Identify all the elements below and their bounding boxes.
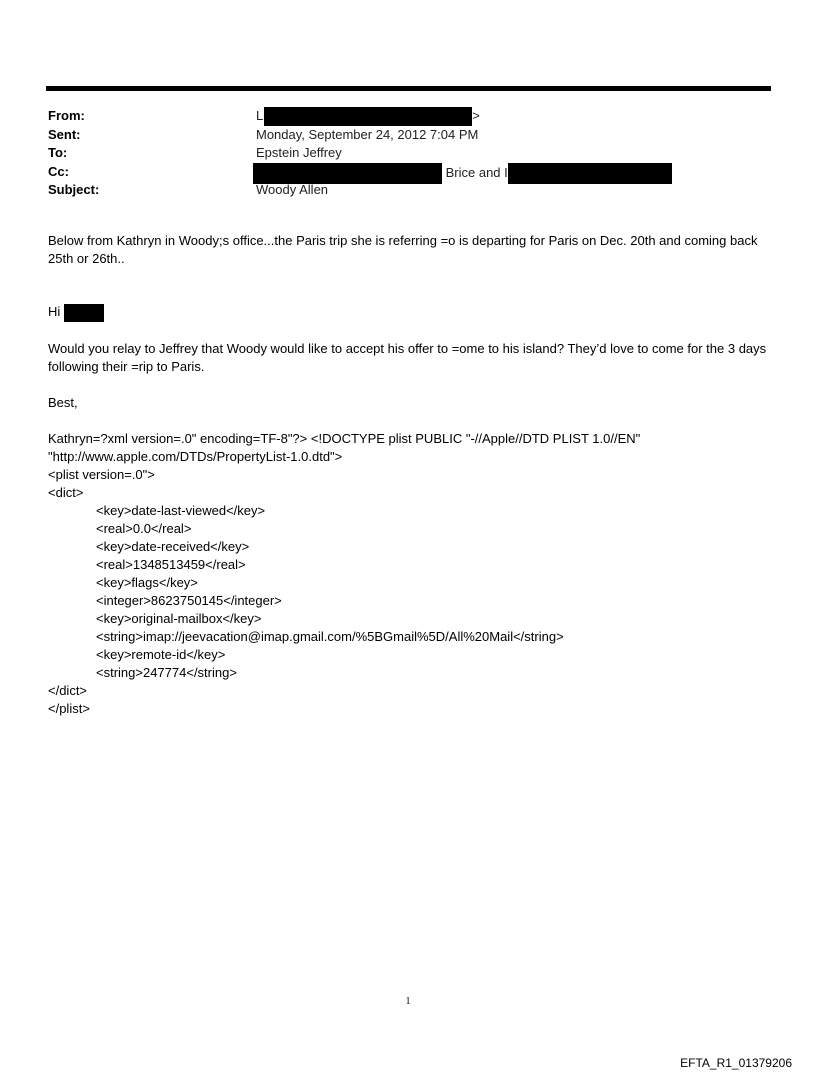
subject-value: Woody Allen bbox=[256, 182, 329, 197]
signoff-line: Best, bbox=[48, 394, 78, 410]
bates-number: EFTA_R1_01379206 bbox=[680, 1056, 792, 1070]
xml-item: <string>247774</string> bbox=[96, 664, 237, 680]
xml-line: </plist> bbox=[48, 700, 90, 716]
cc-value-tail: I bbox=[504, 164, 508, 180]
cc-value-middle: Brice and bbox=[442, 164, 501, 180]
header-rule bbox=[46, 86, 771, 91]
to-value: Epstein Jeffrey bbox=[256, 145, 342, 160]
xml-line: Kathryn=?xml version=.0" encoding=TF-8"?> <!DOCTYPE plist PUBLIC "-//Apple//DTD PLIST 1.0//EN" bbox=[48, 430, 641, 446]
redaction-box bbox=[64, 304, 104, 322]
xml-item: <key>remote-id</key> bbox=[96, 646, 226, 662]
subject-row bbox=[48, 181, 768, 200]
email-header bbox=[48, 107, 768, 200]
xml-item: <key>original-mailbox</key> bbox=[96, 610, 262, 626]
from-value-prefix: L bbox=[256, 108, 264, 123]
from-label: From: bbox=[48, 108, 85, 123]
xml-line: "http://www.apple.com/DTDs/PropertyList-1.0.dtd"> bbox=[48, 448, 343, 464]
cc-label: Cc: bbox=[48, 163, 69, 179]
sent-label: Sent: bbox=[48, 126, 81, 142]
intro-paragraph: Below from Kathryn in Woody;s office...the Paris trip she is referring =o is departing for Paris on Dec. 20th and coming back 25th or 26th.. bbox=[48, 233, 758, 266]
xml-item: <real>1348513459</real> bbox=[96, 556, 246, 572]
to-row bbox=[48, 144, 768, 163]
from-value-suffix: > bbox=[472, 108, 480, 123]
page-number: 1 bbox=[405, 996, 411, 1007]
xml-item: <key>flags</key> bbox=[96, 574, 198, 590]
to-label: To: bbox=[48, 145, 68, 160]
xml-item: <real>0.0</real> bbox=[96, 520, 192, 536]
xml-item: <string>imap://jeevacation@imap.gmail.com/%5BGmail%5D/All%20Mail</string> bbox=[96, 628, 564, 644]
redaction-box bbox=[264, 107, 472, 126]
message-paragraph: Would you relay to Jeffrey that Woody would like to accept his offer to =ome to his island? They’d love to come for the 3 days following their =rip to Paris. bbox=[48, 340, 767, 374]
xml-item: <key>date-last-viewed</key> bbox=[96, 502, 266, 518]
from-value bbox=[256, 107, 480, 126]
from-row bbox=[48, 107, 768, 126]
cc-row bbox=[48, 163, 768, 182]
email-body bbox=[48, 232, 773, 718]
sent-value: Monday, September 24, 2012 7:04 PM bbox=[256, 126, 479, 142]
xml-line: <plist version=.0"> bbox=[48, 466, 155, 482]
subject-label: Subject: bbox=[48, 182, 100, 197]
xml-item: <integer>8623750145</integer> bbox=[96, 592, 282, 608]
xml-line: <dict> bbox=[48, 484, 84, 500]
greeting-line bbox=[48, 303, 773, 322]
xml-item: <key>date-received</key> bbox=[96, 538, 250, 554]
xml-line: </dict> bbox=[48, 682, 88, 698]
greeting-text: Hi bbox=[48, 304, 61, 319]
sent-row bbox=[48, 126, 768, 145]
